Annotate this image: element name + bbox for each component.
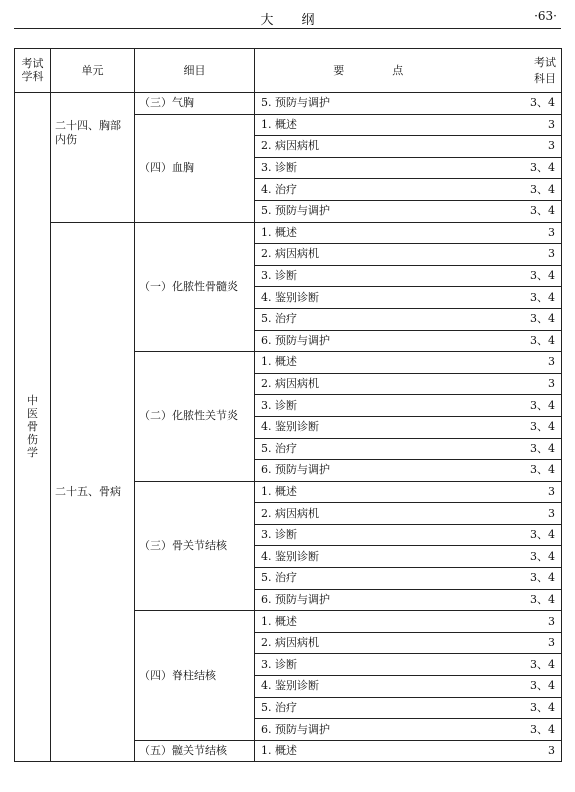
point-cell: 5. 治疗 <box>255 697 482 719</box>
header-score: 考试科目 <box>482 49 562 93</box>
point-cell: 2. 病因病机 <box>255 136 482 158</box>
score-cell: 3、4 <box>482 265 562 287</box>
score-cell: 3 <box>482 373 562 395</box>
score-cell: 3、4 <box>482 157 562 179</box>
subject-label: 中医骨伤学 <box>27 394 38 460</box>
header-subject: 考试学科 <box>15 49 51 93</box>
page-header <box>14 6 561 29</box>
score-cell: 3、4 <box>482 546 562 568</box>
detail-cell: （一）化脓性骨髓炎 <box>135 222 255 352</box>
score-cell: 3、4 <box>482 589 562 611</box>
point-cell: 3. 诊断 <box>255 395 482 417</box>
point-cell: 1. 概述 <box>255 611 482 633</box>
score-cell: 3 <box>482 222 562 244</box>
table-body <box>15 93 562 762</box>
score-cell: 3、4 <box>482 179 562 201</box>
point-cell: 3. 诊断 <box>255 654 482 676</box>
point-cell: 5. 治疗 <box>255 568 482 590</box>
page-number: ·63· <box>534 9 557 23</box>
score-cell: 3 <box>482 611 562 633</box>
point-cell: 3. 诊断 <box>255 157 482 179</box>
detail-cell: （三）气胸 <box>135 93 255 115</box>
point-cell: 4. 鉴别诊断 <box>255 676 482 698</box>
header-points: 要点 <box>255 49 482 93</box>
subject-cell <box>15 93 51 762</box>
score-cell: 3、4 <box>482 93 562 115</box>
score-cell: 3 <box>482 352 562 374</box>
point-cell: 6. 预防与调护 <box>255 460 482 482</box>
header-detail: 细目 <box>135 49 255 93</box>
point-cell: 3. 诊断 <box>255 524 482 546</box>
score-cell: 3、4 <box>482 719 562 741</box>
score-cell: 3、4 <box>482 524 562 546</box>
score-cell: 3、4 <box>482 308 562 330</box>
score-cell: 3 <box>482 136 562 158</box>
score-cell: 3、4 <box>482 654 562 676</box>
table-row <box>15 222 562 244</box>
score-cell: 3 <box>482 503 562 525</box>
unit-cell <box>51 93 135 223</box>
detail-cell: （四）脊柱结核 <box>135 611 255 741</box>
table-header-row <box>15 49 562 93</box>
score-cell: 3、4 <box>482 287 562 309</box>
score-cell: 3、4 <box>482 676 562 698</box>
point-cell: 1. 概述 <box>255 222 482 244</box>
point-cell: 2. 病因病机 <box>255 632 482 654</box>
point-cell: 1. 概述 <box>255 352 482 374</box>
point-cell: 5. 治疗 <box>255 308 482 330</box>
score-cell: 3 <box>482 632 562 654</box>
point-cell: 6. 预防与调护 <box>255 330 482 352</box>
point-cell: 3. 诊断 <box>255 265 482 287</box>
score-cell: 3、4 <box>482 438 562 460</box>
header-unit: 单元 <box>51 49 135 93</box>
point-cell: 1. 概述 <box>255 481 482 503</box>
score-cell: 3 <box>482 481 562 503</box>
score-cell: 3、4 <box>482 416 562 438</box>
point-cell: 6. 预防与调护 <box>255 589 482 611</box>
point-cell: 5. 治疗 <box>255 438 482 460</box>
point-cell: 4. 鉴别诊断 <box>255 546 482 568</box>
detail-cell: （四）血胸 <box>135 114 255 222</box>
detail-cell: （二）化脓性关节炎 <box>135 352 255 482</box>
point-cell: 4. 治疗 <box>255 179 482 201</box>
point-cell: 2. 病因病机 <box>255 503 482 525</box>
unit-cell <box>51 222 135 762</box>
point-cell: 6. 预防与调护 <box>255 719 482 741</box>
score-cell: 3、4 <box>482 330 562 352</box>
score-cell: 3、4 <box>482 200 562 222</box>
score-cell: 3、4 <box>482 395 562 417</box>
point-cell: 5. 预防与调护 <box>255 93 482 115</box>
point-cell: 1. 概述 <box>255 114 482 136</box>
unit-label: 二十五、骨病 <box>55 484 121 498</box>
unit-label: 二十四、胸部内伤 <box>55 119 121 146</box>
point-cell: 4. 鉴别诊断 <box>255 287 482 309</box>
score-cell: 3、4 <box>482 460 562 482</box>
point-cell: 2. 病因病机 <box>255 244 482 266</box>
detail-cell: （三）骨关节结核 <box>135 481 255 611</box>
point-cell: 2. 病因病机 <box>255 373 482 395</box>
detail-cell: （五）髋关节结核 <box>135 740 255 762</box>
page-title: 大纲 <box>260 13 343 28</box>
point-cell: 5. 预防与调护 <box>255 200 482 222</box>
point-cell: 1. 概述 <box>255 740 482 762</box>
score-cell: 3、4 <box>482 697 562 719</box>
table-row <box>15 93 562 115</box>
score-cell: 3 <box>482 114 562 136</box>
score-cell: 3 <box>482 244 562 266</box>
score-cell: 3、4 <box>482 568 562 590</box>
point-cell: 4. 鉴别诊断 <box>255 416 482 438</box>
syllabus-table <box>14 48 562 762</box>
score-cell: 3 <box>482 740 562 762</box>
